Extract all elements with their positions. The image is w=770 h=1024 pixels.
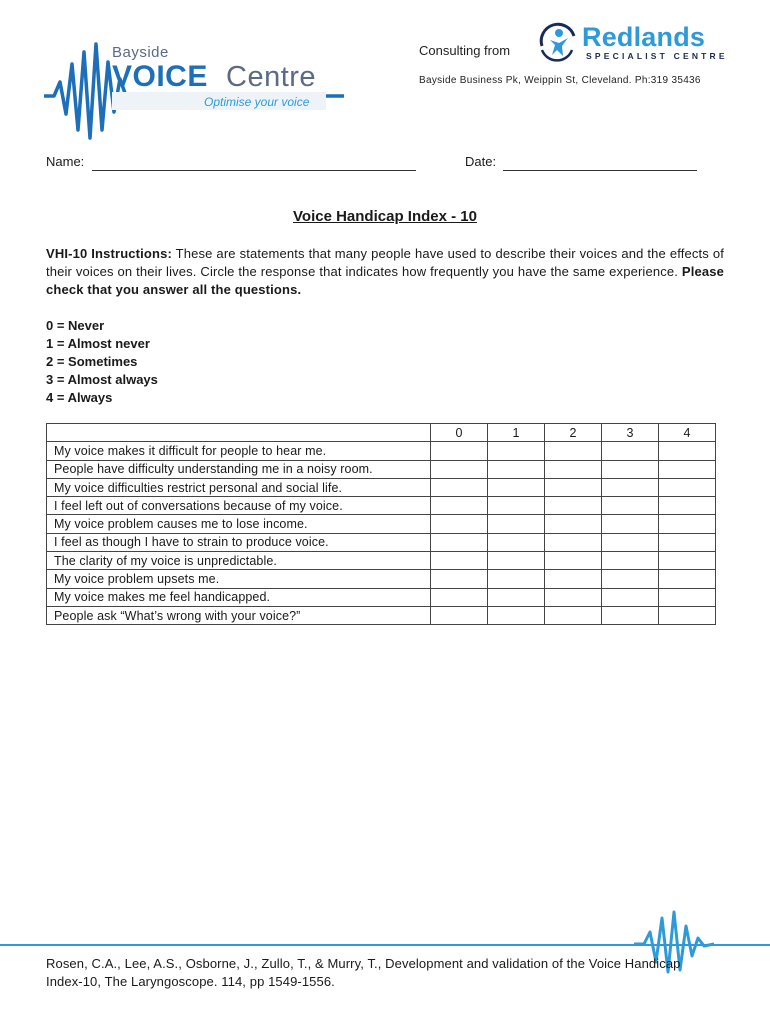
response-cell-2[interactable] xyxy=(545,442,602,460)
response-cell-1[interactable] xyxy=(488,515,545,533)
response-cell-1[interactable] xyxy=(488,497,545,515)
logo-bayside-text: Bayside xyxy=(112,44,169,61)
response-cell-4[interactable] xyxy=(659,497,716,515)
response-cell-4[interactable] xyxy=(659,606,716,624)
response-cell-1[interactable] xyxy=(488,478,545,496)
table-row xyxy=(47,497,716,515)
table-header-row xyxy=(47,424,716,442)
vhi-table xyxy=(46,423,716,625)
response-cell-4[interactable] xyxy=(659,533,716,551)
consulting-from-label: Consulting from xyxy=(419,43,511,58)
column-header-0: 0 xyxy=(431,424,488,442)
question-cell: People ask “What’s wrong with your voice?” xyxy=(47,606,431,624)
response-cell-2[interactable] xyxy=(545,497,602,515)
question-cell: My voice problem causes me to lose income. xyxy=(47,515,431,533)
response-cell-1[interactable] xyxy=(488,588,545,606)
response-cell-4[interactable] xyxy=(659,570,716,588)
response-cell-3[interactable] xyxy=(602,515,659,533)
citation: Rosen, C.A., Lee, A.S., Osborne, J., Zullo, T., & Murry, T., Development and validation of the Voice Handicap Index-10, The Laryngoscope. 114, pp 1549-1556. xyxy=(46,956,681,989)
specialist-centre-text: SPECIALIST CENTRE xyxy=(586,51,728,61)
redlands-person-icon xyxy=(538,22,578,62)
date-field[interactable] xyxy=(503,170,697,171)
response-cell-0[interactable] xyxy=(431,588,488,606)
table-row xyxy=(47,570,716,588)
logo-voice-text: VOICE xyxy=(112,60,208,93)
response-cell-3[interactable] xyxy=(602,570,659,588)
scale-item: 4 = Always xyxy=(46,390,113,405)
response-cell-3[interactable] xyxy=(602,533,659,551)
instructions-paragraph xyxy=(46,245,724,299)
response-cell-0[interactable] xyxy=(431,478,488,496)
question-cell: My voice difficulties restrict personal and social life. xyxy=(47,478,431,496)
response-cell-0[interactable] xyxy=(431,515,488,533)
logo-tagline: Optimise your voice xyxy=(204,95,310,109)
question-cell: My voice problem upsets me. xyxy=(47,570,431,588)
response-cell-3[interactable] xyxy=(602,478,659,496)
response-cell-2[interactable] xyxy=(545,478,602,496)
address-line: Bayside Business Pk, Weippin St, Cleveland. Ph:319 35436 xyxy=(419,75,701,86)
date-label: Date: xyxy=(465,154,497,169)
response-cell-2[interactable] xyxy=(545,460,602,478)
response-cell-2[interactable] xyxy=(545,606,602,624)
response-cell-0[interactable] xyxy=(431,533,488,551)
response-cell-4[interactable] xyxy=(659,552,716,570)
response-cell-2[interactable] xyxy=(545,533,602,551)
question-cell: I feel left out of conversations because of my voice. xyxy=(47,497,431,515)
table-row xyxy=(47,515,716,533)
scale-item: 2 = Sometimes xyxy=(46,354,138,369)
response-cell-1[interactable] xyxy=(488,570,545,588)
instructions-body: These are statements that many people have used to describe their voices and the effects of their voices on their lives. Circle the response that indicates how frequently you have the same experience. xyxy=(46,246,724,279)
response-cell-2[interactable] xyxy=(545,515,602,533)
response-cell-3[interactable] xyxy=(602,497,659,515)
column-header-3: 3 xyxy=(602,424,659,442)
response-cell-3[interactable] xyxy=(602,588,659,606)
scale-item: 0 = Never xyxy=(46,318,105,333)
logo-centre-text: Centre xyxy=(226,61,317,93)
response-cell-4[interactable] xyxy=(659,460,716,478)
response-cell-3[interactable] xyxy=(602,606,659,624)
response-cell-2[interactable] xyxy=(545,570,602,588)
column-header-1: 1 xyxy=(488,424,545,442)
column-header-4: 4 xyxy=(659,424,716,442)
response-cell-1[interactable] xyxy=(488,606,545,624)
response-cell-4[interactable] xyxy=(659,515,716,533)
response-cell-1[interactable] xyxy=(488,552,545,570)
response-cell-0[interactable] xyxy=(431,460,488,478)
response-cell-4[interactable] xyxy=(659,478,716,496)
response-cell-1[interactable] xyxy=(488,442,545,460)
name-label: Name: xyxy=(46,154,85,169)
redlands-logo-text: Redlands xyxy=(582,22,706,52)
response-cell-0[interactable] xyxy=(431,606,488,624)
response-cell-2[interactable] xyxy=(545,588,602,606)
scale-item: 1 = Almost never xyxy=(46,336,150,351)
response-cell-1[interactable] xyxy=(488,533,545,551)
question-cell: My voice makes me feel handicapped. xyxy=(47,588,431,606)
response-cell-3[interactable] xyxy=(602,460,659,478)
question-column-header xyxy=(47,424,431,442)
question-cell: The clarity of my voice is unpredictable. xyxy=(47,552,431,570)
page-title-text: Voice Handicap Index - 10 xyxy=(293,208,477,225)
table-row xyxy=(47,588,716,606)
question-cell: My voice makes it difficult for people to hear me. xyxy=(47,442,431,460)
response-scale xyxy=(46,317,158,407)
response-cell-0[interactable] xyxy=(431,497,488,515)
scale-item: 3 = Almost always xyxy=(46,372,158,387)
instructions-lead: VHI-10 Instructions: xyxy=(46,246,172,261)
response-cell-3[interactable] xyxy=(602,552,659,570)
response-cell-1[interactable] xyxy=(488,460,545,478)
response-cell-0[interactable] xyxy=(431,570,488,588)
question-cell: People have difficulty understanding me in a noisy room. xyxy=(47,460,431,478)
name-field[interactable] xyxy=(92,170,416,171)
response-cell-3[interactable] xyxy=(602,442,659,460)
response-cell-2[interactable] xyxy=(545,552,602,570)
table-row xyxy=(47,552,716,570)
table-row xyxy=(47,533,716,551)
response-cell-4[interactable] xyxy=(659,588,716,606)
response-cell-0[interactable] xyxy=(431,442,488,460)
question-cell: I feel as though I have to strain to produce voice. xyxy=(47,533,431,551)
table-row xyxy=(47,606,716,624)
table-row xyxy=(47,442,716,460)
column-header-2: 2 xyxy=(545,424,602,442)
response-cell-4[interactable] xyxy=(659,442,716,460)
table-row xyxy=(47,478,716,496)
response-cell-0[interactable] xyxy=(431,552,488,570)
instructions-emphasis: Please check that you answer all the questions. xyxy=(46,264,724,297)
page-title xyxy=(0,208,770,225)
table-row xyxy=(47,460,716,478)
